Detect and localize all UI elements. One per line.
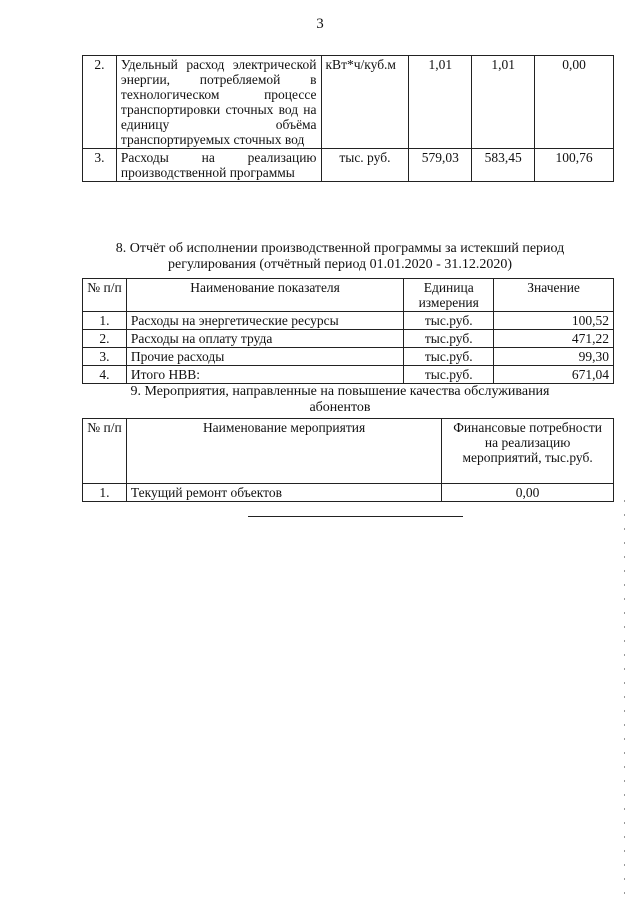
section-9-heading xyxy=(70,384,610,416)
indicator-name: Удельный расход электрической энергии, потребляемой в технологическом процессе транспортировки сточных вод на единицу объёма транспортируемых сточных вод xyxy=(116,56,321,149)
value-cell: 100,52 xyxy=(494,312,614,330)
indicator-name: Итого НВВ: xyxy=(126,366,403,384)
value-cell: 99,30 xyxy=(494,348,614,366)
row-number: 4. xyxy=(83,366,127,384)
header-unit: Единица измерения xyxy=(404,279,494,312)
row-number: 2. xyxy=(83,330,127,348)
scan-edge-marks xyxy=(624,500,625,900)
indicator-name: Расходы на оплату труда xyxy=(126,330,403,348)
header-value: Значение xyxy=(494,279,614,312)
table-row xyxy=(83,330,614,348)
row-number: 1. xyxy=(83,484,127,502)
unit-cell: тыс.руб. xyxy=(404,366,494,384)
section-8-title-line1: 8. Отчёт об исполнении производственной программы за истекший период xyxy=(115,241,565,256)
header-financial-needs: Финансовые потребности на реализацию мероприятий, тыс.руб. xyxy=(442,419,614,484)
row-number: 1. xyxy=(83,312,127,330)
value-cell: 671,04 xyxy=(494,366,614,384)
section-8-title-line2: регулирования (отчётный период 01.01.2020 - 31.12.2020) xyxy=(168,257,512,272)
table-row xyxy=(83,484,614,502)
value-plan: 579,03 xyxy=(409,149,472,182)
unit-cell: тыс.руб. xyxy=(404,330,494,348)
indicators-table-continued xyxy=(82,55,614,182)
row-number: 2. xyxy=(83,56,117,149)
indicator-name: Прочие расходы xyxy=(126,348,403,366)
value-deviation: 0,00 xyxy=(535,56,614,149)
value-deviation: 100,76 xyxy=(535,149,614,182)
indicator-name: Расходы на реализацию производственной программы xyxy=(116,149,321,182)
section-9-title-line2: абонентов xyxy=(309,400,371,415)
unit-cell: кВт*ч/куб.м xyxy=(321,56,409,149)
table-row xyxy=(83,366,614,384)
row-number: 3. xyxy=(83,149,117,182)
table-header-row xyxy=(83,279,614,312)
row-number: 3. xyxy=(83,348,127,366)
table-row xyxy=(83,348,614,366)
table-row xyxy=(83,56,614,149)
header-indicator-name: Наименование показателя xyxy=(126,279,403,312)
production-program-report-table xyxy=(82,278,614,384)
financial-needs-value: 0,00 xyxy=(442,484,614,502)
unit-cell: тыс.руб. xyxy=(404,348,494,366)
header-measure-name: Наименование мероприятия xyxy=(126,419,441,484)
table-row xyxy=(83,149,614,182)
header-number: № п/п xyxy=(83,419,127,484)
table-header-row xyxy=(83,419,614,484)
value-fact: 583,45 xyxy=(472,149,535,182)
value-fact: 1,01 xyxy=(472,56,535,149)
value-cell: 471,22 xyxy=(494,330,614,348)
value-plan: 1,01 xyxy=(409,56,472,149)
section-8-heading xyxy=(70,241,610,273)
section-9-title-line1: 9. Мероприятия, направленные на повышение качества обслуживания xyxy=(130,384,550,399)
closing-divider-line xyxy=(248,516,463,517)
unit-cell: тыс.руб. xyxy=(404,312,494,330)
service-quality-measures-table xyxy=(82,418,614,502)
page-number: 3 xyxy=(316,16,324,32)
table-row xyxy=(83,312,614,330)
indicator-name: Расходы на энергетические ресурсы xyxy=(126,312,403,330)
header-number: № п/п xyxy=(83,279,127,312)
unit-cell: тыс. руб. xyxy=(321,149,409,182)
measure-name: Текущий ремонт объектов xyxy=(126,484,441,502)
